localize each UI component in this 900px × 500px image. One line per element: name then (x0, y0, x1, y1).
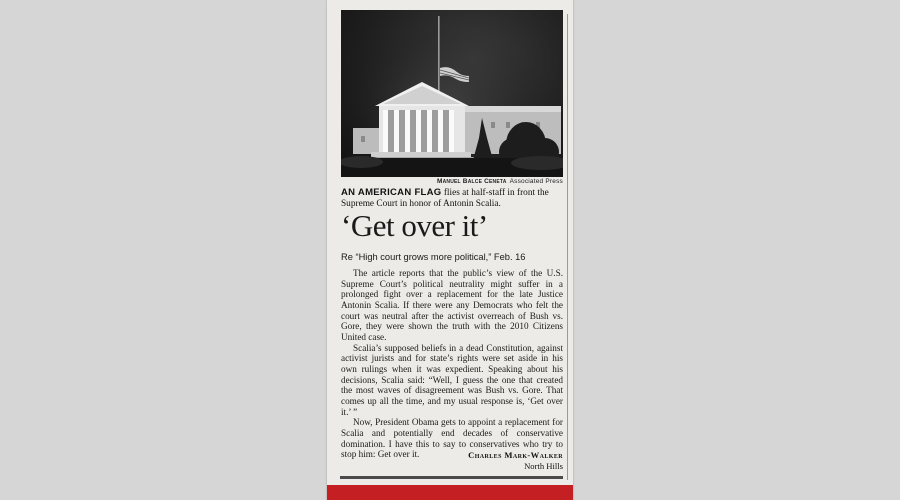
letter-paragraph: Now, President Obama gets to appoint a replacement for Scalia and potentially end decades of conservative domination. I have this to say to conservatives who try to stop him: Get over it. (341, 417, 563, 460)
re-line: Re “High court grows more political,” Feb. 16 (341, 252, 526, 262)
photo-credit-agency: Associated Press (509, 178, 563, 185)
column-rule (567, 14, 568, 480)
photo-caption (341, 188, 563, 209)
author-location: North Hills (524, 460, 563, 471)
bottom-rule (340, 476, 563, 479)
letter-headline: ‘Get over it’ (341, 208, 488, 243)
caption-lead: AN AMERICAN FLAG (341, 187, 442, 198)
supreme-court-building-icon (341, 10, 563, 177)
letter-paragraph: Scalia’s supposed beliefs in a dead Constitution, against activist jurists and for state’s rights were set aside in his own rulings when it was expedient. Speaking about his decisions, Scalia said: “Well, I guess the one that created the most waves of disagreement was Bush vs. Gore. That comes up all the time, and my usual response is, ‘Get over it.’ ” (341, 342, 563, 417)
author-name: Charles Mark-Walker (468, 450, 563, 460)
supreme-court-photo (341, 10, 563, 177)
caption-text: flies at half-staff in front the Supreme Court in honor of Antonin Scalia. (341, 188, 549, 209)
signoff (341, 450, 563, 471)
letter-paragraph: The article reports that the public’s view of the U.S. Supreme Court’s political neutrality might suffer in a prolonged fight over a replacement for the late Justice Antonin Scalia. If there were any Democrats who felt the court was neutral after the activist overreach of Bush vs. Gore, they were shown the truth with the 2010 Citizens United case. (341, 268, 563, 342)
photo-credit-name: Manuel Balce Ceneta (436, 178, 507, 185)
red-strip (327, 485, 573, 500)
letter-body (341, 268, 563, 460)
